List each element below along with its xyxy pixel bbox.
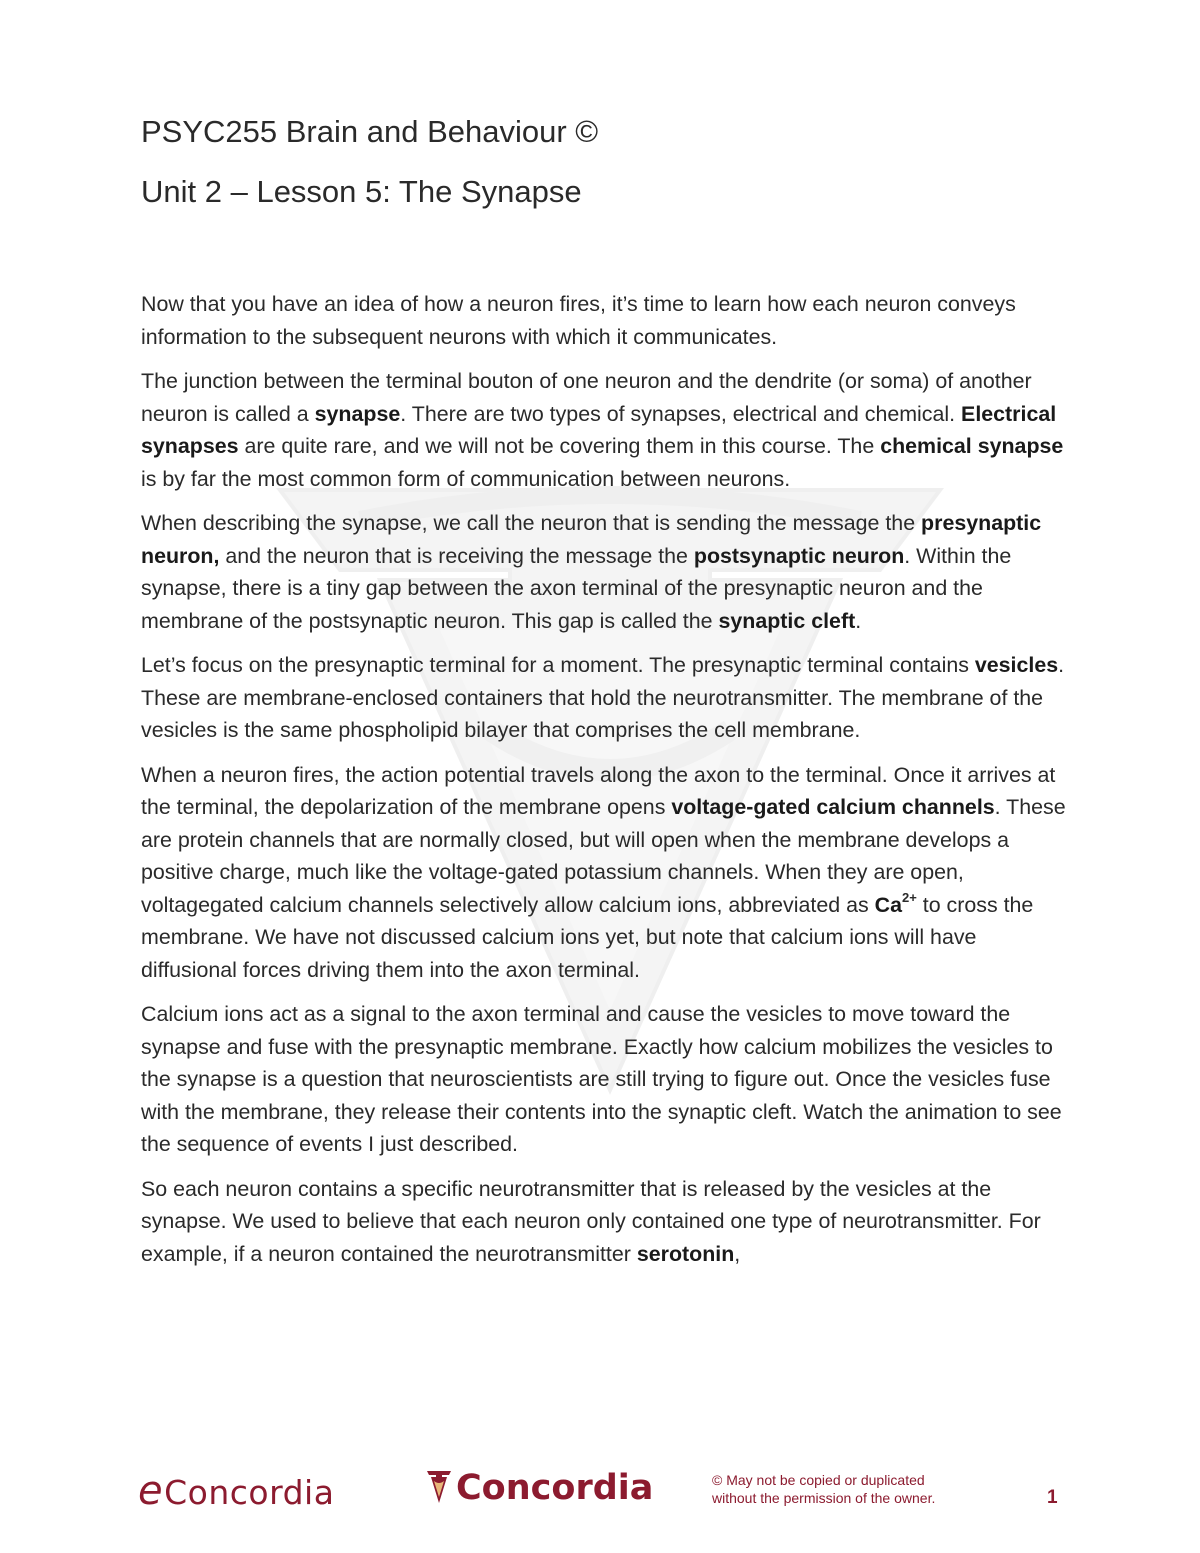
paragraph: [141, 507, 1066, 637]
concordia-logo: [426, 1468, 653, 1508]
text-run: .: [855, 608, 862, 633]
course-title: PSYC255 Brain and Behaviour ©: [141, 114, 599, 149]
document-body: [141, 108, 1066, 1282]
paragraph: [141, 1173, 1066, 1271]
text-run: When a neuron fires, the action potential travels along the axon to the terminal. Once it arrives at the terminal, the depolarization of the membrane opens: [141, 762, 1056, 819]
text-run: to cross the membrane. We have not discussed calcium ions yet, but note that calcium ions will have diffusional forces driving them into the axon terminal.: [141, 892, 1034, 982]
text-run: ,: [734, 1241, 741, 1266]
text-run: When describing the synapse, we call the neuron that is sending the message the: [141, 511, 922, 535]
bold-term: Electrical synapses: [141, 401, 1057, 458]
copyright-line-1: © May not be copied or duplicated: [712, 1472, 925, 1488]
paragraph: [141, 759, 1066, 987]
text-run: . These are protein channels that are normally closed, but will open when the membrane develops a positive charge, much like the voltage-gated potassium channels. When they are open, voltagegated calcium channels selectively allow calcium ions, abbreviated as: [141, 795, 1066, 917]
bold-term: synapse: [314, 401, 401, 426]
econcordia-e-mark: e: [138, 1468, 164, 1514]
bold-term: Ca: [874, 892, 902, 917]
text-run: Now that you have an idea of how a neuron fires, it’s time to learn how each neuron conveys information to the subsequent neurons with which it communicates.: [141, 292, 1016, 349]
bold-term: 2+: [901, 890, 917, 906]
page-number: 1: [1047, 1487, 1058, 1508]
concordia-crest-icon: [426, 1469, 452, 1505]
bold-term: voltage-gated calcium channels: [671, 795, 995, 819]
text-run: . These are membrane-enclosed containers that hold the neurotransmitter. The membrane of the vesicles is the same phospholipid bilayer that comprises the cell membrane.: [141, 653, 1065, 742]
paragraph: [141, 365, 1066, 495]
lesson-title: Unit 2 – Lesson 5: The Synapse: [141, 174, 582, 209]
text-run: The junction between the terminal bouton of one neuron and the dendrite (or soma) of another neuron is called a: [141, 369, 1032, 426]
paragraph: [141, 649, 1066, 747]
copyright-notice: [712, 1471, 935, 1507]
text-run: . There are two types of synapses, electrical and chemical.: [400, 401, 962, 426]
copyright-line-2: without the permission of the owner.: [712, 1490, 936, 1506]
paragraph: [141, 288, 1066, 353]
lesson-text: [141, 288, 1066, 1270]
text-run: Calcium ions act as a signal to the axon terminal and cause the vesicles to move toward the synapse and fuse with the presynaptic membrane. Exactly how calcium mobilizes the vesicles to the synapse is a question that neuroscientists are still trying to figure out. Once the vesicles fuse with the membrane, they release their contents into the synaptic cleft. Watch the animation to see the sequence of events I just described.: [141, 1002, 1062, 1156]
text-run: So each neuron contains a specific neurotransmitter that is released by the vesicles at the synapse. We used to believe that each neuron only contained one type of neurotransmitter. For example, if a neuron contained the neurotransmitter: [141, 1176, 1041, 1266]
page-footer: [0, 1460, 1200, 1540]
econcordia-wordmark: Concordia: [164, 1473, 335, 1512]
text-run: . Within the synapse, there is a tiny gap between the axon terminal of the presynaptic neuron and the membrane of the postsynaptic neuron. This gap is called the: [141, 543, 1012, 633]
text-run: Let’s focus on the presynaptic terminal for a moment. The presynaptic terminal contains: [141, 653, 975, 677]
text-run: is by far the most common form of communication between neurons.: [141, 466, 791, 491]
text-run: and the neuron that is receiving the message the: [219, 543, 694, 568]
bold-term: synaptic cleft: [718, 608, 856, 633]
bold-term: presynaptic neuron,: [141, 511, 1042, 568]
bold-term: postsynaptic neuron: [693, 543, 905, 568]
econcordia-logo: [138, 1468, 334, 1514]
paragraph: [141, 998, 1066, 1161]
bold-term: chemical synapse: [880, 434, 1064, 458]
text-run: are quite rare, and we will not be covering them in this course. The: [238, 434, 881, 458]
concordia-wordmark: Concordia: [456, 1468, 654, 1508]
bold-term: vesicles: [974, 653, 1059, 677]
bold-term: serotonin: [636, 1241, 735, 1266]
